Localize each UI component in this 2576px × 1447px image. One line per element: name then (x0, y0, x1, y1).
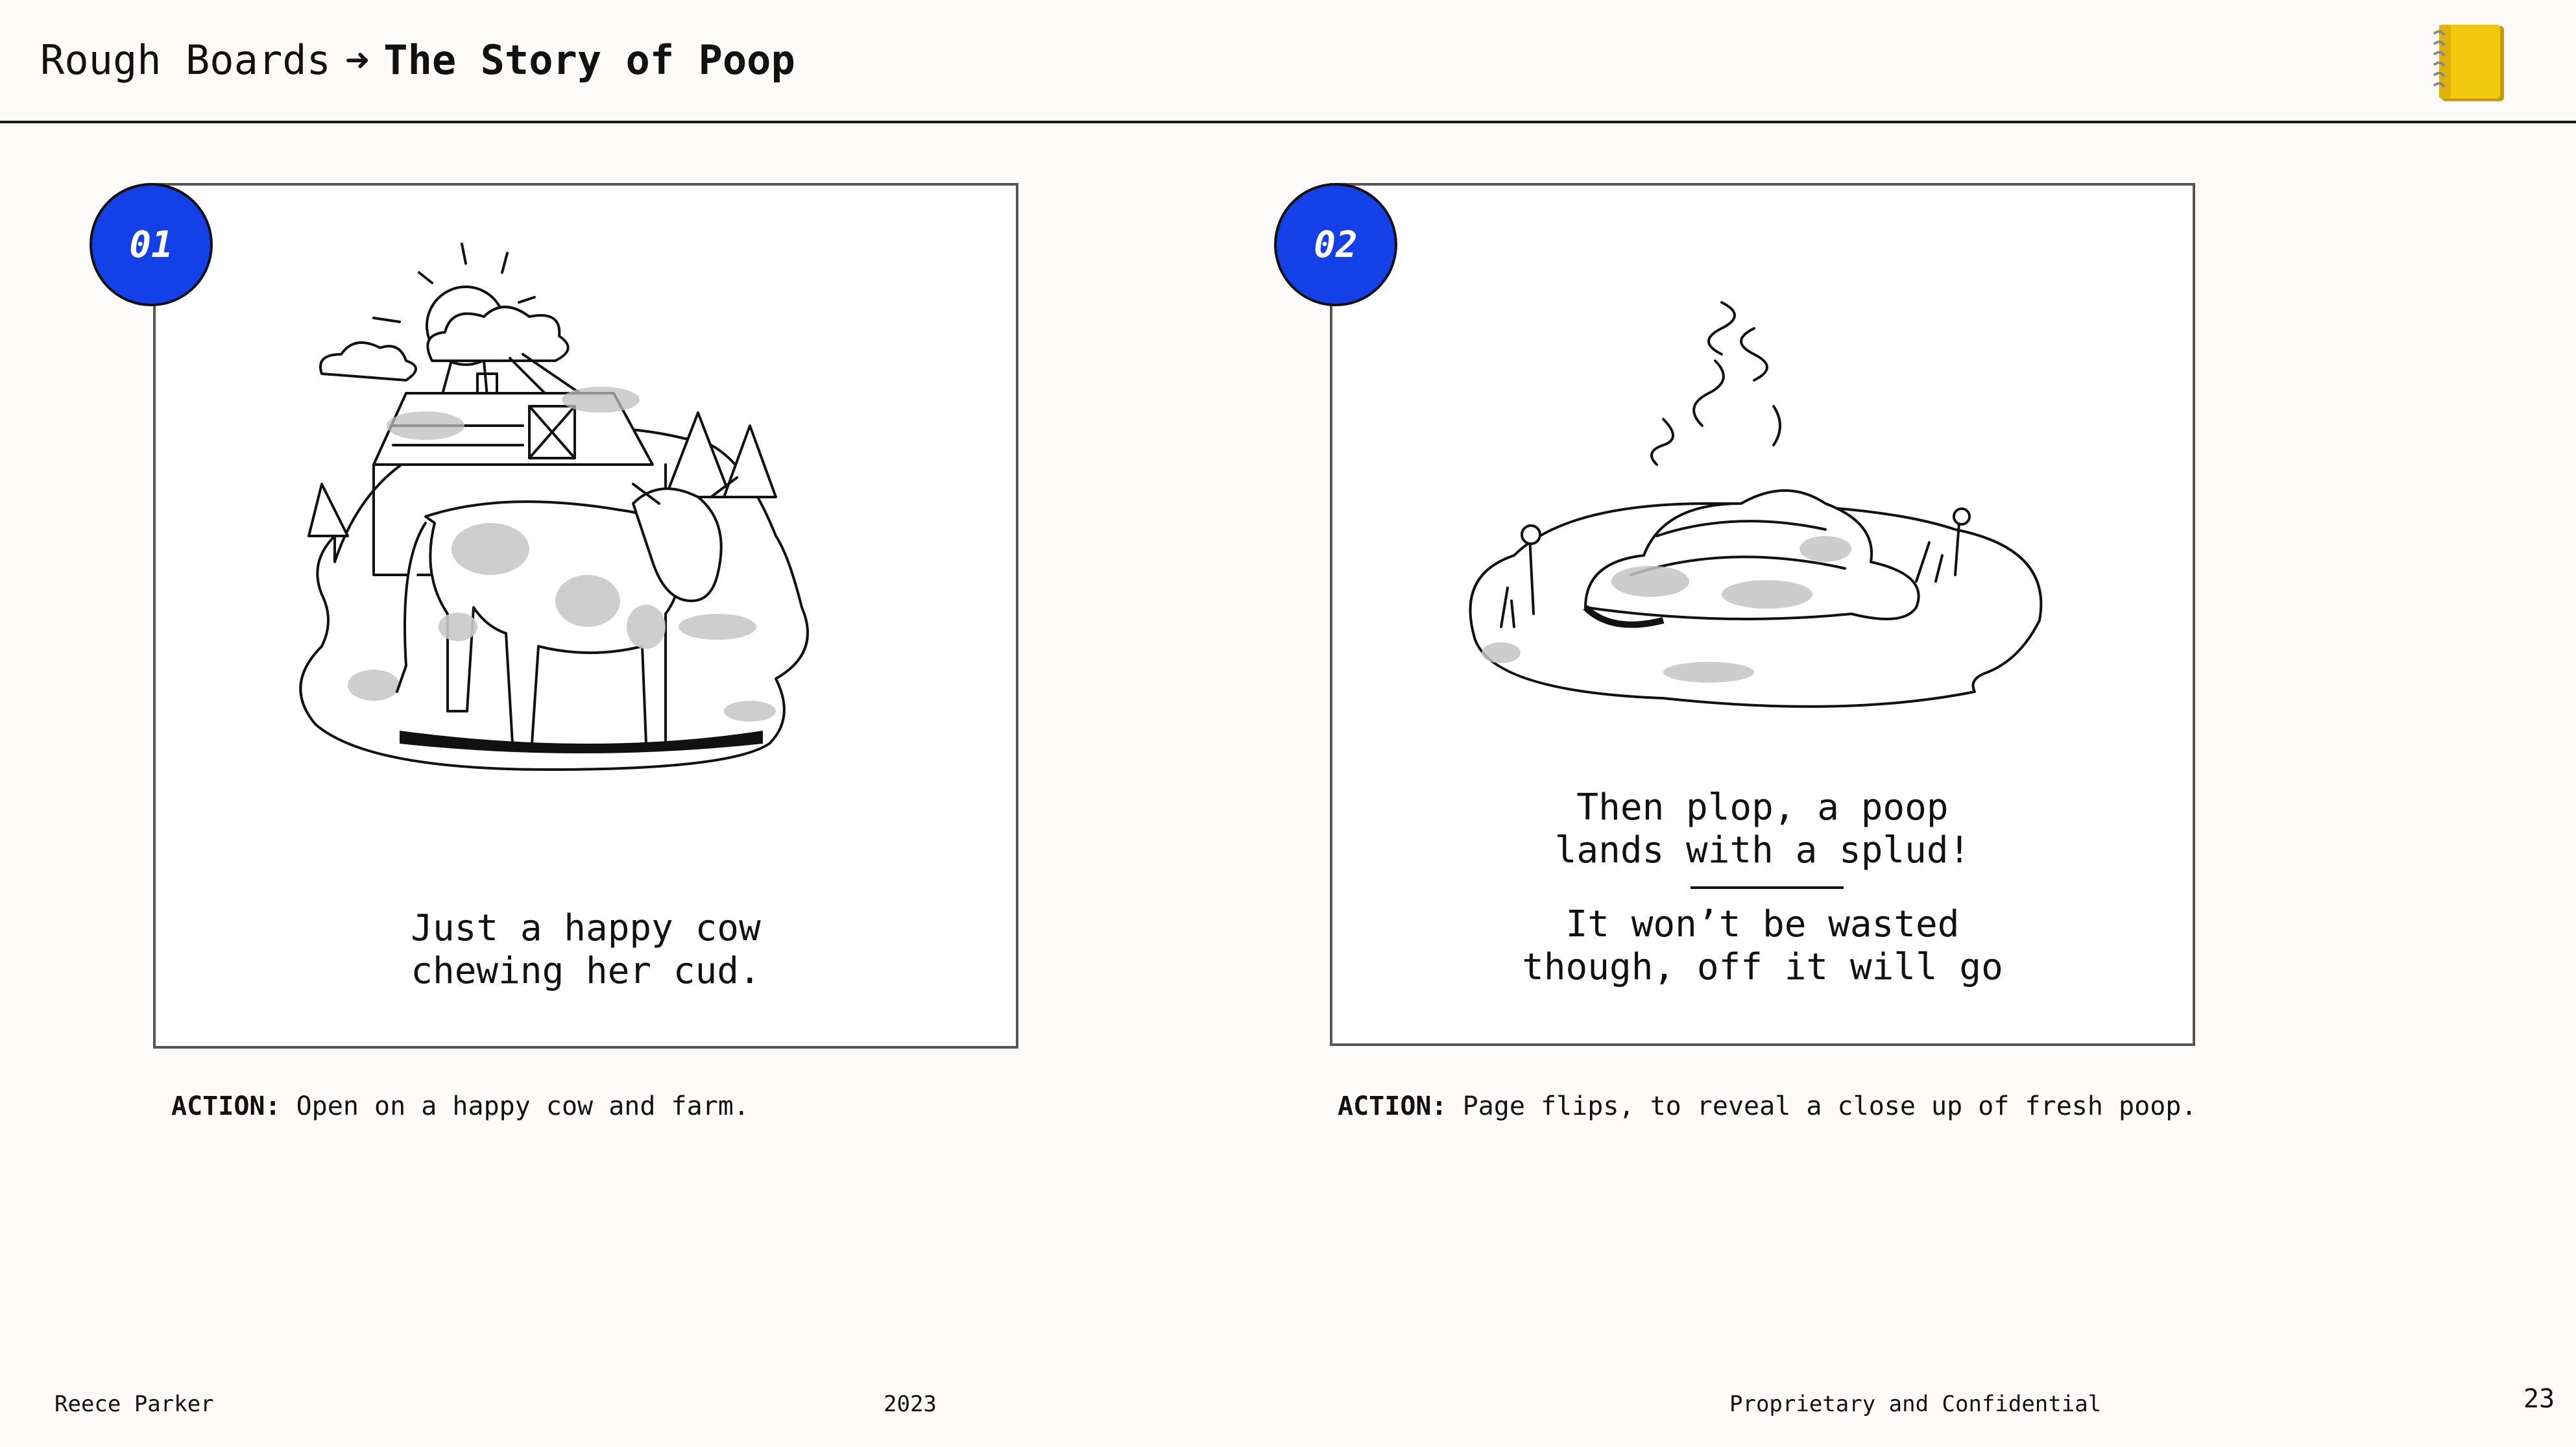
caption-line: lands with a splud! (1554, 829, 1971, 871)
caption-line: Just a happy cow (411, 907, 761, 949)
page-number: 23 (2523, 1384, 2555, 1414)
caption-line: It won’t be wasted (1565, 903, 1960, 945)
cow-farm-illustration (296, 212, 880, 834)
footer-year: 2023 (884, 1391, 937, 1417)
action-label: ACTION: (171, 1091, 281, 1121)
caption-line: though, off it will go (1522, 946, 2003, 988)
arrow-icon: ➜ (344, 36, 370, 84)
action-note (1338, 1090, 2197, 1123)
page-title (40, 31, 795, 90)
panel-caption-secondary (1332, 903, 2193, 989)
notebook-icon (2433, 23, 2509, 104)
footer-notice: Proprietary and Confidential (1729, 1391, 2102, 1417)
caption-divider (1691, 886, 1844, 889)
panel-number-badge: 02 (1274, 183, 1397, 306)
action-note (171, 1090, 749, 1123)
breadcrumb: Rough Boards (40, 36, 331, 84)
caption-line: chewing her cud. (411, 950, 761, 992)
storyboard-frame-02 (1330, 183, 2195, 1046)
panel-caption (1332, 786, 2193, 872)
panel-caption (156, 907, 1016, 993)
panel-number-badge: 01 (90, 183, 213, 306)
caption-line: Then plop, a poop (1576, 786, 1949, 829)
action-text: Open on a happy cow and farm. (296, 1091, 749, 1121)
slide-header (0, 0, 2576, 123)
storyboard-frame-01 (153, 183, 1018, 1049)
action-label: ACTION: (1338, 1091, 1447, 1121)
action-text: Page flips, to reveal a close up of fresh poop. (1462, 1091, 2197, 1121)
poop-illustration (1462, 276, 2072, 796)
footer-author: Reece Parker (54, 1391, 214, 1417)
story-title: The Story of Poop (383, 36, 795, 84)
